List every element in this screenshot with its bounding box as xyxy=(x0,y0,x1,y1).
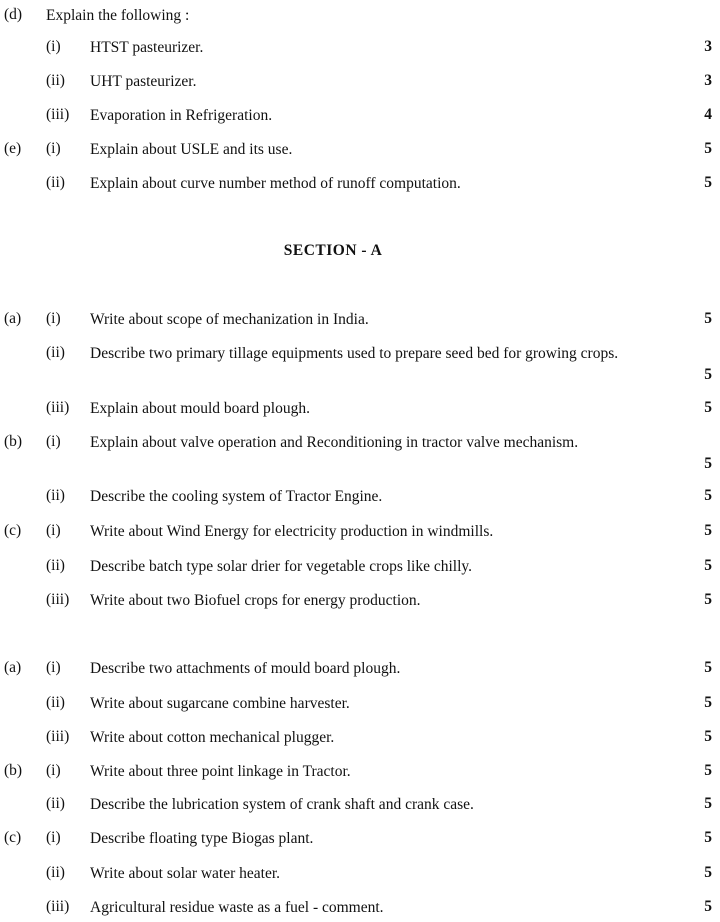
marks: 5 xyxy=(704,455,712,472)
marks: 5 xyxy=(704,487,712,504)
question-text: Explain about curve number method of runoff computation. xyxy=(90,175,461,192)
marks: 5 xyxy=(704,795,712,812)
question-label: (c) xyxy=(4,829,22,846)
question-text: Explain about valve operation and Reconditioning in tractor valve mechanism. xyxy=(90,434,579,451)
sub-question-number: (iii) xyxy=(46,728,70,745)
question-label: (b) xyxy=(4,762,23,779)
question-text: Explain the following : xyxy=(46,7,190,24)
question-text: Write about Wind Energy for electricity production in windmills. xyxy=(90,523,494,540)
sub-question-number: (ii) xyxy=(46,864,65,881)
marks: 5 xyxy=(704,310,712,327)
question-text: Explain about mould board plough. xyxy=(90,400,310,417)
marks: 5 xyxy=(704,762,712,779)
marks: 5 xyxy=(704,694,712,711)
sub-question-number: (iii) xyxy=(46,898,70,915)
question-text: Describe floating type Biogas plant. xyxy=(90,830,314,847)
question-text: Describe two attachments of mould board plough. xyxy=(90,660,401,677)
question-text: Describe the lubrication system of crank shaft and crank case. xyxy=(90,796,474,813)
sub-question-number: (ii) xyxy=(46,557,65,574)
sub-question-number: (iii) xyxy=(46,591,70,608)
marks: 5 xyxy=(704,659,712,676)
question-text: Describe the cooling system of Tractor Engine. xyxy=(90,488,383,505)
sub-question-number: (ii) xyxy=(46,487,65,504)
sub-question-number: (i) xyxy=(46,829,61,846)
question-text: Describe batch type solar drier for vegetable crops like chilly. xyxy=(90,558,473,575)
question-label: (a) xyxy=(4,659,22,676)
question-text: Describe two primary tillage equipments used to prepare seed bed for growing crops. xyxy=(90,345,619,362)
marks: 5 xyxy=(704,366,712,383)
question-label: (d) xyxy=(4,6,23,23)
sub-question-number: (ii) xyxy=(46,344,65,361)
marks: 5 xyxy=(704,522,712,539)
sub-question-number: (i) xyxy=(46,659,61,676)
marks: 5 xyxy=(704,557,712,574)
marks: 4 xyxy=(704,106,712,123)
question-text: Evaporation in Refrigeration. xyxy=(90,107,273,124)
marks: 5 xyxy=(704,898,712,915)
question-text: Write about two Biofuel crops for energy production. xyxy=(90,592,421,609)
question-text: Write about sugarcane combine harvester. xyxy=(90,695,350,712)
sub-question-number: (i) xyxy=(46,310,61,327)
marks: 3 xyxy=(704,72,712,89)
marks: 5 xyxy=(704,174,712,191)
question-text: Agricultural residue waste as a fuel - comment. xyxy=(90,899,384,916)
question-text: UHT pasteurizer. xyxy=(90,73,197,90)
sub-question-number: (i) xyxy=(46,762,61,779)
marks: 5 xyxy=(704,728,712,745)
question-text: Write about three point linkage in Tractor. xyxy=(90,763,351,780)
marks: 5 xyxy=(704,864,712,881)
sub-question-number: (iii) xyxy=(46,399,70,416)
sub-question-number: (ii) xyxy=(46,72,65,89)
sub-question-number: (ii) xyxy=(46,174,65,191)
question-label: (e) xyxy=(4,140,22,157)
marks: 5 xyxy=(704,591,712,608)
sub-question-number: (i) xyxy=(46,433,61,450)
question-label: (b) xyxy=(4,433,23,450)
sub-question-number: (i) xyxy=(46,140,61,157)
marks: 5 xyxy=(704,829,712,846)
question-label: (c) xyxy=(4,522,22,539)
question-text: HTST pasteurizer. xyxy=(90,39,204,56)
marks: 3 xyxy=(704,38,712,55)
question-text: Write about solar water heater. xyxy=(90,865,281,882)
sub-question-number: (i) xyxy=(46,522,61,539)
marks: 5 xyxy=(704,399,712,416)
sub-question-number: (iii) xyxy=(46,106,70,123)
sub-question-number: (ii) xyxy=(46,694,65,711)
sub-question-number: (ii) xyxy=(46,795,65,812)
question-text: Write about cotton mechanical plugger. xyxy=(90,729,335,746)
question-text: Explain about USLE and its use. xyxy=(90,141,293,158)
marks: 5 xyxy=(704,140,712,157)
sub-question-number: (i) xyxy=(46,38,61,55)
question-text: Write about scope of mechanization in India. xyxy=(90,311,369,328)
question-label: (a) xyxy=(4,310,22,327)
section-title: SECTION - A xyxy=(283,242,383,259)
